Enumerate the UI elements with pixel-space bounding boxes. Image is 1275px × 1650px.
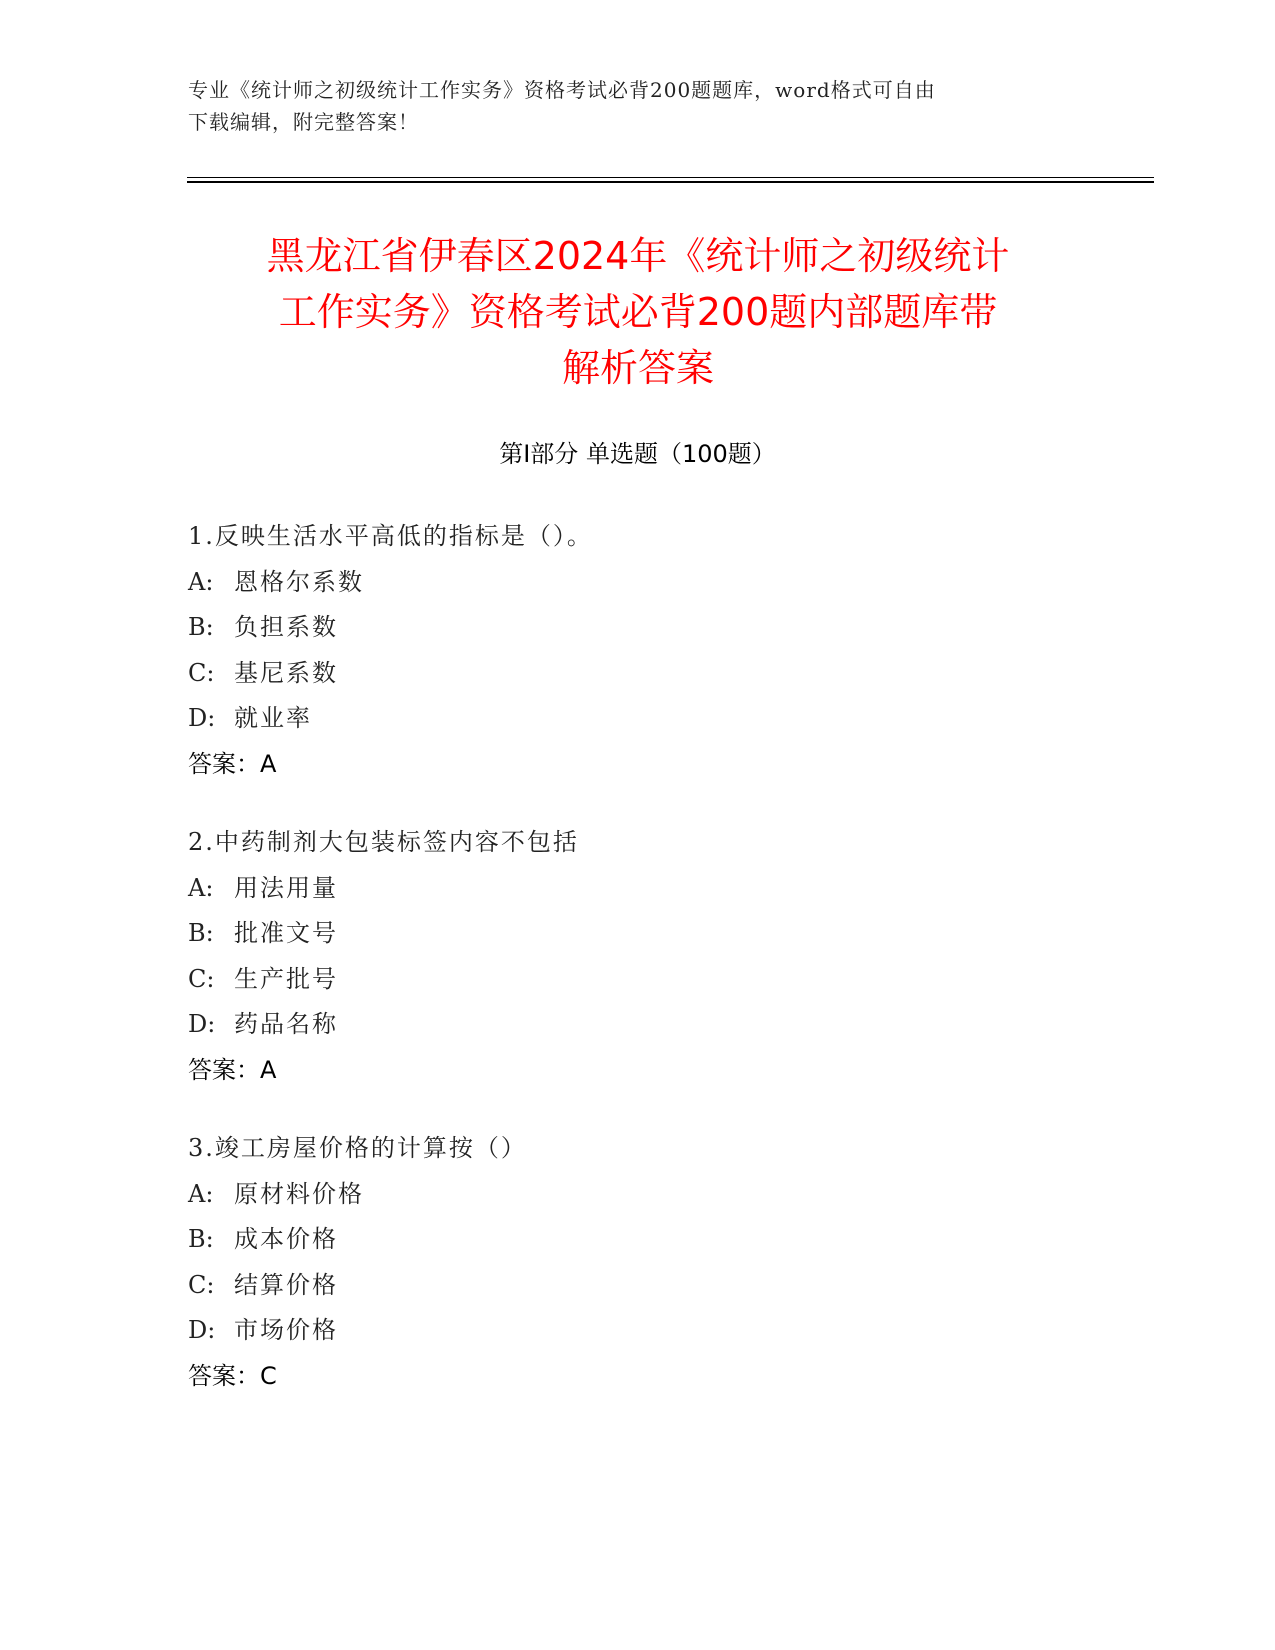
header-divider-thick: [187, 181, 1154, 183]
option-letter: A:: [188, 873, 214, 902]
option-letter: B:: [188, 613, 214, 641]
option-text: 成本价格: [234, 1225, 338, 1253]
option-d: [188, 1002, 1088, 1048]
option-letter: A:: [188, 1179, 214, 1208]
question-1: [188, 514, 1088, 787]
option-a: [188, 560, 1088, 606]
option-letter: B:: [188, 1225, 214, 1253]
answer-line: 答案：A: [188, 749, 277, 778]
title-line-2: 工作实务》资格考试必背200题内部题库带: [278, 290, 998, 334]
option-text: 负担系数: [234, 613, 338, 641]
section-title: 第Ⅰ部分 单选题（100题）: [499, 440, 776, 468]
option-letter: D:: [188, 1316, 216, 1344]
answer-line: 答案：C: [188, 1361, 277, 1390]
option-text: 批准文号: [234, 919, 338, 947]
option-letter: C:: [188, 658, 215, 687]
header-divider-thin: [187, 177, 1154, 178]
question-stem: 1.反映生活水平高低的指标是（）。: [188, 522, 593, 550]
option-text: 生产批号: [234, 964, 338, 993]
header-note-line-2: 下载编辑，附完整答案！: [188, 110, 419, 134]
option-d: [188, 1308, 1088, 1354]
option-c: [188, 957, 1088, 1003]
option-text: 原材料价格: [234, 1179, 364, 1208]
title-line-3: 解析答案: [561, 346, 714, 390]
question-2: [188, 820, 1088, 1093]
option-b: [188, 1217, 1088, 1263]
question-stem: 3.竣工房屋价格的计算按（）: [188, 1134, 527, 1162]
option-text: 结算价格: [234, 1270, 338, 1299]
option-letter: D:: [188, 1010, 216, 1038]
option-a: [188, 1172, 1088, 1218]
option-letter: C:: [188, 1270, 215, 1299]
option-letter: B:: [188, 919, 214, 947]
question-stem: 2.中药制剂大包装标签内容不包括: [188, 828, 579, 856]
question-3: [188, 1126, 1088, 1399]
option-b: [188, 911, 1088, 957]
option-text: 市场价格: [234, 1316, 338, 1344]
option-text: 就业率: [234, 704, 312, 732]
option-text: 药品名称: [234, 1010, 338, 1038]
option-b: [188, 605, 1088, 651]
option-c: [188, 1263, 1088, 1309]
document-header-note: [188, 74, 1088, 138]
option-letter: C:: [188, 964, 215, 993]
answer-line: 答案：A: [188, 1055, 277, 1084]
document-title: [188, 228, 1088, 396]
option-text: 基尼系数: [234, 658, 338, 687]
option-letter: A:: [188, 567, 214, 596]
option-letter: D:: [188, 704, 216, 732]
option-a: [188, 866, 1088, 912]
option-text: 恩格尔系数: [234, 567, 364, 596]
header-note-line-1: 专业《统计师之初级统计工作实务》资格考试必背200题题库，word格式可自由: [188, 78, 936, 102]
title-line-1: 黑龙江省伊春区2024年《统计师之初级统计: [266, 234, 1010, 278]
option-d: [188, 696, 1088, 742]
option-text: 用法用量: [234, 873, 338, 902]
option-c: [188, 651, 1088, 697]
